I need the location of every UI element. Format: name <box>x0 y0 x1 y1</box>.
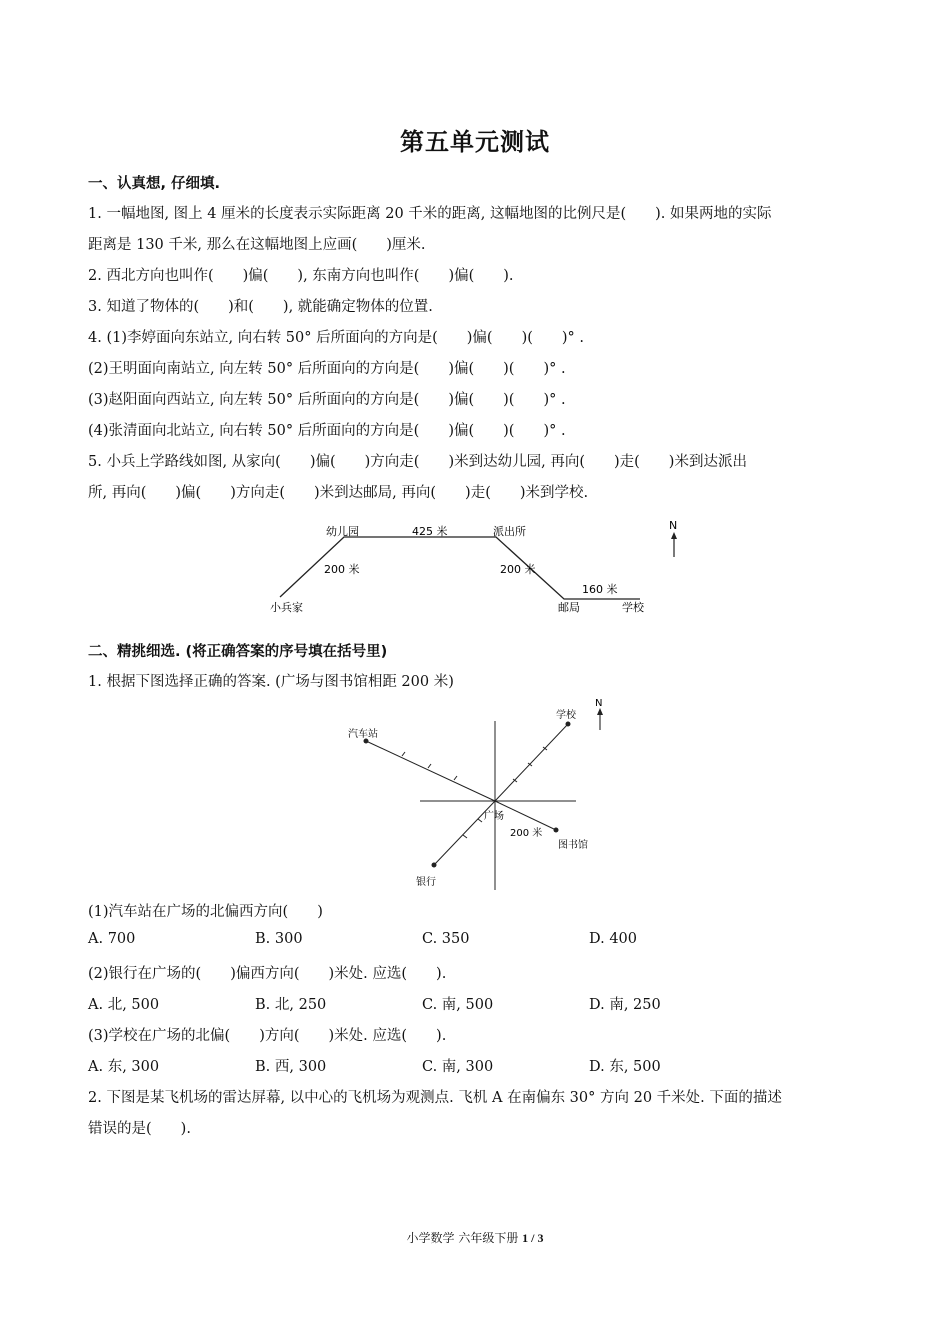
section2-heading: 二、精挑细选. (将正确答案的序号填在括号里) <box>88 644 388 660</box>
question-text: 距离是 130 千米, 那么在这幅地图上应画( )厘米. <box>88 237 426 253</box>
option-c: C. 350 <box>422 931 470 947</box>
option-b: B. 300 <box>255 931 303 947</box>
ray-library <box>495 801 556 830</box>
label-police-station: 派出所 <box>493 525 526 538</box>
section1-heading: 一、认真想, 仔细填. <box>88 176 221 192</box>
label-square: 广场 <box>484 811 504 822</box>
label-school: 学校 <box>622 601 644 614</box>
question-text: 4. (1)李婷面向东站立, 向右转 50° 后所面向的方向是( )偏( )( )° . <box>88 330 585 346</box>
label-distance-200-left: 200 米 <box>324 563 360 576</box>
label-post-office: 邮局 <box>558 601 580 614</box>
point-library <box>554 828 559 833</box>
label-distance-425: 425 米 <box>412 525 448 538</box>
question-text: (3)赵阳面向西站立, 向左转 50° 后所面向的方向是( )偏( )( )° . <box>88 392 566 408</box>
question-text: 所, 再向( )偏( )方向走( )米到达邮局, 再向( )走( )米到学校. <box>88 485 589 501</box>
label-home: 小兵家 <box>270 601 303 614</box>
question-text: 1. 根据下图选择正确的答案. (广场与图书馆相距 200 米) <box>88 674 454 690</box>
option-d: D. 400 <box>589 931 638 947</box>
route-diagram <box>260 515 700 620</box>
label-distance-200: 200 米 <box>510 828 543 839</box>
label-distance-160: 160 米 <box>582 583 618 596</box>
page-footer <box>0 1229 950 1246</box>
question-text: (4)张清面向北站立, 向右转 50° 后所面向的方向是( )偏( )( )° . <box>88 423 566 439</box>
label-library: 图书馆 <box>558 840 588 851</box>
label-bank: 银行 <box>416 877 436 888</box>
sub-question-1: (1)汽车站在广场的北偏西方向( ) <box>88 904 323 920</box>
north-arrow-icon <box>669 519 677 557</box>
option-b: B. 北, 250 <box>255 997 327 1013</box>
footer-subject: 小学数学 六年级下册 <box>406 1231 519 1245</box>
page-title: 第五单元测试 <box>400 128 550 156</box>
svg-text:N: N <box>669 519 678 532</box>
direction-map <box>330 695 630 895</box>
option-c: C. 南, 500 <box>422 997 494 1013</box>
label-kindergarten: 幼儿园 <box>326 525 359 538</box>
point-bank <box>432 863 437 868</box>
question-text: 5. 小兵上学路线如图, 从家向( )偏( )方向走( )米到达幼儿园, 再向( )走( )米到达派出 <box>88 454 747 470</box>
label-bus-station: 汽车站 <box>348 729 378 740</box>
question-text: 2. 西北方向也叫作( )偏( ), 东南方向也叫作( )偏( ). <box>88 268 514 284</box>
sub-question-2: (2)银行在广场的( )偏西方向( )米处. 应选( ). <box>88 966 447 982</box>
label-distance-200-right: 200 米 <box>500 563 536 576</box>
question-text: (2)王明面向南站立, 向左转 50° 后所面向的方向是( )偏( )( )° . <box>88 361 566 377</box>
ray-bus-station <box>366 741 495 801</box>
option-c: C. 南, 300 <box>422 1059 494 1075</box>
option-a: A. 北, 500 <box>88 997 160 1013</box>
question-text: 2. 下图是某飞机场的雷达屏幕, 以中心的飞机场为观测点. 飞机 A 在南偏东 30° 方向 20 千米处. 下面的描述 <box>88 1090 782 1106</box>
point-school <box>566 722 571 727</box>
label-school: 学校 <box>556 710 576 721</box>
sub-question-3: (3)学校在广场的北偏( )方向( )米处. 应选( ). <box>88 1028 447 1044</box>
question-text: 错误的是( ). <box>88 1121 191 1137</box>
option-b: B. 西, 300 <box>255 1059 327 1075</box>
question-text: 1. 一幅地图, 图上 4 厘米的长度表示实际距离 20 千米的距离, 这幅地图的比例尺是( ). 如果两地的实际 <box>88 206 772 222</box>
ray-school <box>495 724 568 801</box>
option-d: D. 南, 250 <box>589 997 661 1013</box>
option-d: D. 东, 500 <box>589 1059 661 1075</box>
north-arrow-icon <box>595 698 603 730</box>
option-a: A. 东, 300 <box>88 1059 160 1075</box>
svg-text:N: N <box>595 698 603 709</box>
option-a: A. 700 <box>88 931 136 947</box>
question-text: 3. 知道了物体的( )和( ), 就能确定物体的位置. <box>88 299 433 315</box>
page-number: 1 / 3 <box>522 1231 544 1245</box>
